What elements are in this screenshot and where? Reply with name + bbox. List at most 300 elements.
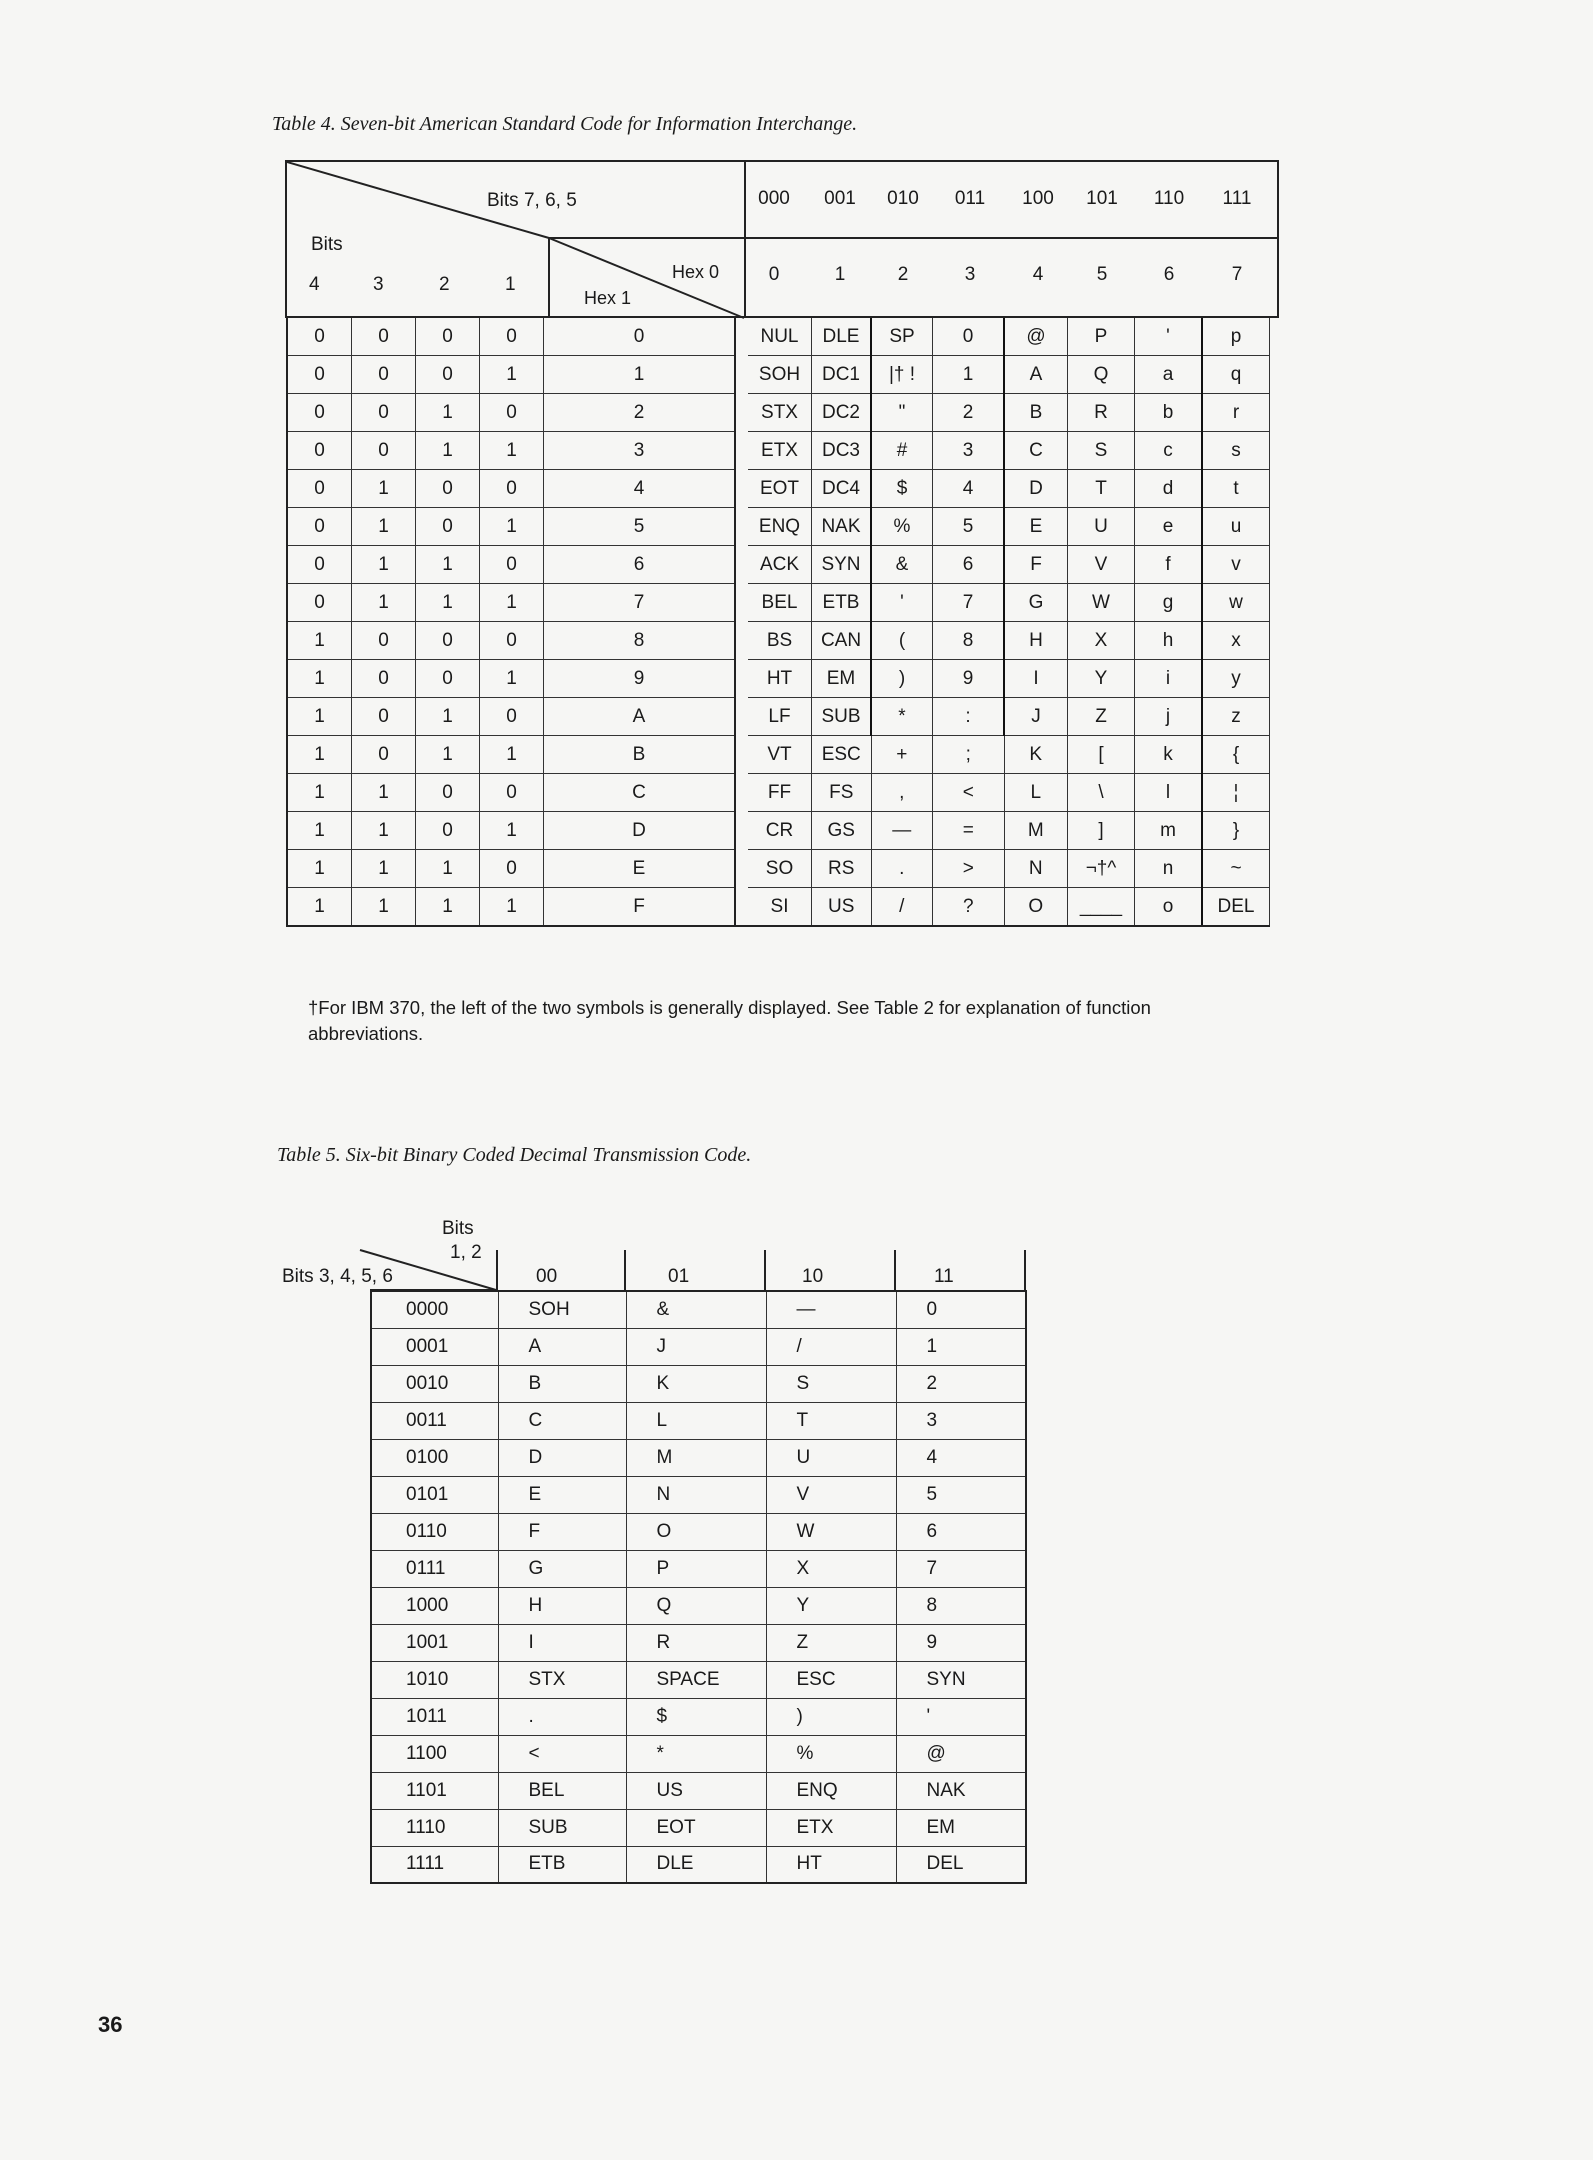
char-cell: ~ xyxy=(1202,850,1270,888)
value-cell: % xyxy=(766,1735,896,1772)
char-cell: y xyxy=(1202,660,1270,698)
char-cell: 3 xyxy=(933,432,1005,470)
col-hex-header: 0 xyxy=(768,264,780,285)
char-cell: N xyxy=(1004,850,1068,888)
table-row xyxy=(287,318,1270,356)
value-cell: EM xyxy=(896,1809,1026,1846)
char-cell: g xyxy=(1135,584,1203,622)
table-row xyxy=(371,1846,1026,1883)
table5-caption: Table 5. Six-bit Binary Coded Decimal Transmission Code. xyxy=(277,1144,752,1166)
char-cell: ] xyxy=(1068,812,1135,850)
bit-cell: 1 xyxy=(352,774,416,812)
bit-number: 3 xyxy=(373,274,384,295)
value-cell: SPACE xyxy=(626,1661,766,1698)
char-cell: RS xyxy=(812,850,872,888)
table-row xyxy=(287,774,1270,812)
row-key-cell: 0000 xyxy=(371,1291,498,1328)
value-cell: US xyxy=(626,1772,766,1809)
value-cell: J xyxy=(626,1328,766,1365)
char-cell: k xyxy=(1135,736,1203,774)
char-cell: 8 xyxy=(933,622,1005,660)
char-cell: 6 xyxy=(933,546,1005,584)
hex-cell: F xyxy=(544,888,736,927)
value-cell: $ xyxy=(626,1698,766,1735)
char-cell: DEL xyxy=(1202,888,1270,927)
value-cell: SOH xyxy=(498,1291,626,1328)
hex-cell: 5 xyxy=(544,508,736,546)
bit-cell: 0 xyxy=(416,356,480,394)
char-cell: SO xyxy=(748,850,812,888)
char-cell: |† ! xyxy=(871,356,933,394)
row-key-cell: 0111 xyxy=(371,1550,498,1587)
hex-cell: 3 xyxy=(544,432,736,470)
value-cell: ETX xyxy=(766,1809,896,1846)
row-key-cell: 1010 xyxy=(371,1661,498,1698)
hex-cell: E xyxy=(544,850,736,888)
bit-cell: 0 xyxy=(480,318,544,356)
row-key-cell: 0100 xyxy=(371,1439,498,1476)
char-cell: NAK xyxy=(812,508,872,546)
value-cell: G xyxy=(498,1550,626,1587)
char-cell: b xyxy=(1135,394,1203,432)
table-row xyxy=(371,1476,1026,1513)
value-cell: 5 xyxy=(896,1476,1026,1513)
value-cell: 4 xyxy=(896,1439,1026,1476)
char-cell: ¦ xyxy=(1202,774,1270,812)
bit-cell: 1 xyxy=(352,546,416,584)
char-cell: \ xyxy=(1068,774,1135,812)
table5-body xyxy=(370,1290,1027,1884)
col-binary-header: 000 xyxy=(758,188,790,209)
value-cell: 7 xyxy=(896,1550,1026,1587)
table-row xyxy=(287,546,1270,584)
char-cell: q xyxy=(1202,356,1270,394)
value-cell: DEL xyxy=(896,1846,1026,1883)
bit-cell: 0 xyxy=(416,774,480,812)
char-cell: 0 xyxy=(933,318,1005,356)
value-cell: / xyxy=(766,1328,896,1365)
value-cell: 8 xyxy=(896,1587,1026,1624)
char-cell: $ xyxy=(871,470,933,508)
char-cell: & xyxy=(871,546,933,584)
bit-cell: 0 xyxy=(287,432,352,470)
value-cell: STX xyxy=(498,1661,626,1698)
char-cell: FF xyxy=(748,774,812,812)
bit-cell: 1 xyxy=(352,888,416,927)
bit-cell: 0 xyxy=(352,432,416,470)
value-cell: @ xyxy=(896,1735,1026,1772)
value-cell: W xyxy=(766,1513,896,1550)
bit-cell: 0 xyxy=(287,508,352,546)
hex-cell: 9 xyxy=(544,660,736,698)
char-cell: 4 xyxy=(933,470,1005,508)
char-cell: r xyxy=(1202,394,1270,432)
char-cell: D xyxy=(1004,470,1068,508)
char-cell: 1 xyxy=(933,356,1005,394)
value-cell: T xyxy=(766,1402,896,1439)
bit-cell: 1 xyxy=(480,888,544,927)
bits-label: Bits xyxy=(311,234,343,255)
table5-col-header: 11 xyxy=(934,1266,954,1287)
char-cell: t xyxy=(1202,470,1270,508)
bit-cell: 1 xyxy=(416,584,480,622)
row-key-cell: 1000 xyxy=(371,1587,498,1624)
char-cell: ACK xyxy=(748,546,812,584)
table5-header xyxy=(278,1210,1018,1290)
table-row xyxy=(371,1624,1026,1661)
char-cell: h xyxy=(1135,622,1203,660)
value-cell: . xyxy=(498,1698,626,1735)
table-row xyxy=(287,584,1270,622)
bit-cell: 0 xyxy=(287,318,352,356)
bit-cell: 1 xyxy=(287,622,352,660)
table-row xyxy=(287,356,1270,394)
char-cell: EM xyxy=(812,660,872,698)
value-cell: S xyxy=(766,1365,896,1402)
value-cell: R xyxy=(626,1624,766,1661)
char-cell: P xyxy=(1068,318,1135,356)
table5-col-header: 00 xyxy=(536,1266,558,1287)
bit-cell: 0 xyxy=(352,394,416,432)
col-hex-header: 4 xyxy=(1032,264,1044,285)
row-key-cell: 0110 xyxy=(371,1513,498,1550)
char-cell: US xyxy=(812,888,872,927)
bit-cell: 0 xyxy=(287,394,352,432)
value-cell: A xyxy=(498,1328,626,1365)
col-hex-header: 3 xyxy=(964,264,976,285)
char-cell: I xyxy=(1004,660,1068,698)
char-cell: % xyxy=(871,508,933,546)
table4-footnote: †For IBM 370, the left of the two symbols is generally displayed. See Table 2 for explanation of function abbreviations. xyxy=(308,997,1151,1044)
bit-cell: 1 xyxy=(480,508,544,546)
char-cell: W xyxy=(1068,584,1135,622)
table-row xyxy=(371,1550,1026,1587)
char-cell: FS xyxy=(812,774,872,812)
table-row xyxy=(371,1439,1026,1476)
char-cell: E xyxy=(1004,508,1068,546)
bit-cell: 1 xyxy=(287,660,352,698)
char-cell: H xyxy=(1004,622,1068,660)
table-row xyxy=(287,508,1270,546)
table-row xyxy=(287,736,1270,774)
char-cell: EOT xyxy=(748,470,812,508)
bit-cell: 0 xyxy=(480,546,544,584)
char-cell: 7 xyxy=(933,584,1005,622)
value-cell: BEL xyxy=(498,1772,626,1809)
value-cell: Y xyxy=(766,1587,896,1624)
char-cell: B xyxy=(1004,394,1068,432)
table-row xyxy=(371,1772,1026,1809)
col-binary-header: 111 xyxy=(1222,188,1252,209)
value-cell: V xyxy=(766,1476,896,1513)
char-cell: DC1 xyxy=(812,356,872,394)
char-cell: R xyxy=(1068,394,1135,432)
char-cell: " xyxy=(871,394,933,432)
char-cell: c xyxy=(1135,432,1203,470)
char-cell: U xyxy=(1068,508,1135,546)
char-cell: j xyxy=(1135,698,1203,736)
char-cell: : xyxy=(933,698,1005,736)
table-row xyxy=(287,888,1270,927)
value-cell: < xyxy=(498,1735,626,1772)
char-cell: } xyxy=(1202,812,1270,850)
value-cell: O xyxy=(626,1513,766,1550)
hex-cell: 7 xyxy=(544,584,736,622)
char-cell: SI xyxy=(748,888,812,927)
bit-cell: 0 xyxy=(352,318,416,356)
value-cell: 9 xyxy=(896,1624,1026,1661)
value-cell: ESC xyxy=(766,1661,896,1698)
char-cell: O xyxy=(1004,888,1068,927)
char-cell: C xyxy=(1004,432,1068,470)
hex1-label: Hex 1 xyxy=(584,288,632,308)
bit-cell: 1 xyxy=(352,850,416,888)
value-cell: 0 xyxy=(896,1291,1026,1328)
value-cell: U xyxy=(766,1439,896,1476)
bit-cell: 0 xyxy=(480,394,544,432)
char-cell: v xyxy=(1202,546,1270,584)
bit-cell: 1 xyxy=(352,584,416,622)
bits3456-label: Bits 3, 4, 5, 6 xyxy=(282,1266,393,1287)
bit-cell: 0 xyxy=(480,470,544,508)
char-cell: T xyxy=(1068,470,1135,508)
char-cell: — xyxy=(871,812,933,850)
value-cell: ENQ xyxy=(766,1772,896,1809)
char-cell: HT xyxy=(748,660,812,698)
char-cell: CR xyxy=(748,812,812,850)
char-cell: . xyxy=(871,850,933,888)
bits-765-label: Bits 7, 6, 5 xyxy=(487,190,577,211)
bit-cell: 1 xyxy=(480,356,544,394)
hex-cell: D xyxy=(544,812,736,850)
table-row xyxy=(371,1365,1026,1402)
col-hex-header: 2 xyxy=(897,264,909,285)
value-cell: 1 xyxy=(896,1328,1026,1365)
table-row xyxy=(371,1809,1026,1846)
value-cell: EOT xyxy=(626,1809,766,1846)
char-cell: o xyxy=(1135,888,1203,927)
char-cell: M xyxy=(1004,812,1068,850)
char-cell: ENQ xyxy=(748,508,812,546)
hex-cell: 8 xyxy=(544,622,736,660)
char-cell: ETX xyxy=(748,432,812,470)
bit-cell: 0 xyxy=(416,812,480,850)
value-cell: DLE xyxy=(626,1846,766,1883)
hex-cell: A xyxy=(544,698,736,736)
value-cell: SUB xyxy=(498,1809,626,1846)
page-number: 36 xyxy=(98,2012,123,2037)
bit-cell: 1 xyxy=(480,660,544,698)
value-cell: * xyxy=(626,1735,766,1772)
bit-cell: 0 xyxy=(416,508,480,546)
char-cell: 9 xyxy=(933,660,1005,698)
bit-cell: 1 xyxy=(416,432,480,470)
row-key-cell: 1110 xyxy=(371,1809,498,1846)
bit-cell: 1 xyxy=(287,888,352,927)
char-cell: { xyxy=(1202,736,1270,774)
char-cell: LF xyxy=(748,698,812,736)
char-cell: > xyxy=(933,850,1005,888)
bit-cell: 1 xyxy=(287,736,352,774)
bit-cell: 1 xyxy=(287,698,352,736)
char-cell: , xyxy=(871,774,933,812)
char-cell: CAN xyxy=(812,622,872,660)
char-cell: ¬†^ xyxy=(1068,850,1135,888)
char-cell: * xyxy=(871,698,933,736)
char-cell: DC2 xyxy=(812,394,872,432)
bit-cell: 0 xyxy=(480,698,544,736)
table-row xyxy=(287,850,1270,888)
char-cell: a xyxy=(1135,356,1203,394)
bit-cell: 0 xyxy=(352,622,416,660)
bit-cell: 1 xyxy=(287,812,352,850)
char-cell: 5 xyxy=(933,508,1005,546)
char-cell: L xyxy=(1004,774,1068,812)
value-cell: E xyxy=(498,1476,626,1513)
char-cell: Z xyxy=(1068,698,1135,736)
hex-cell: 6 xyxy=(544,546,736,584)
char-cell: u xyxy=(1202,508,1270,546)
char-cell: w xyxy=(1202,584,1270,622)
bit-cell: 0 xyxy=(416,318,480,356)
char-cell: < xyxy=(933,774,1005,812)
char-cell: ' xyxy=(1135,318,1203,356)
bit-cell: 0 xyxy=(480,774,544,812)
value-cell: H xyxy=(498,1587,626,1624)
char-cell: Q xyxy=(1068,356,1135,394)
value-cell: Q xyxy=(626,1587,766,1624)
char-cell: G xyxy=(1004,584,1068,622)
bit-cell: 1 xyxy=(416,888,480,927)
char-cell: # xyxy=(871,432,933,470)
bit-cell: 1 xyxy=(480,584,544,622)
col-hex-header: 7 xyxy=(1231,264,1243,285)
char-cell: SOH xyxy=(748,356,812,394)
hex-cell: 4 xyxy=(544,470,736,508)
bit-cell: 1 xyxy=(287,774,352,812)
value-cell: ' xyxy=(896,1698,1026,1735)
bit-cell: 0 xyxy=(287,584,352,622)
char-cell: BEL xyxy=(748,584,812,622)
char-cell: DLE xyxy=(812,318,872,356)
char-cell: NUL xyxy=(748,318,812,356)
char-cell: ESC xyxy=(812,736,872,774)
bit-number: 2 xyxy=(439,274,450,295)
hex-cell: B xyxy=(544,736,736,774)
value-cell: & xyxy=(626,1291,766,1328)
header-diagonal-lines xyxy=(287,162,1281,320)
col-hex-header: 5 xyxy=(1096,264,1108,285)
char-cell: K xyxy=(1004,736,1068,774)
char-cell: 2 xyxy=(933,394,1005,432)
value-cell: F xyxy=(498,1513,626,1550)
table-row xyxy=(287,432,1270,470)
char-cell: X xyxy=(1068,622,1135,660)
char-cell: DC3 xyxy=(812,432,872,470)
char-cell: z xyxy=(1202,698,1270,736)
char-cell: F xyxy=(1004,546,1068,584)
hex-cell: 1 xyxy=(544,356,736,394)
hex-cell: 0 xyxy=(544,318,736,356)
char-cell: = xyxy=(933,812,1005,850)
bit-cell: 1 xyxy=(287,850,352,888)
char-cell: / xyxy=(871,888,933,927)
char-cell: Y xyxy=(1068,660,1135,698)
char-cell: x xyxy=(1202,622,1270,660)
value-cell: 3 xyxy=(896,1402,1026,1439)
char-cell: ) xyxy=(871,660,933,698)
char-cell: n xyxy=(1135,850,1203,888)
row-key-cell: 0011 xyxy=(371,1402,498,1439)
char-cell: SP xyxy=(871,318,933,356)
value-cell: X xyxy=(766,1550,896,1587)
table5-col-header: 10 xyxy=(802,1266,824,1287)
bit-cell: 0 xyxy=(480,622,544,660)
char-cell: GS xyxy=(812,812,872,850)
bit-cell: 0 xyxy=(287,546,352,584)
char-cell: J xyxy=(1004,698,1068,736)
bit-cell: 1 xyxy=(416,698,480,736)
value-cell: P xyxy=(626,1550,766,1587)
table-row xyxy=(287,812,1270,850)
value-cell: K xyxy=(626,1365,766,1402)
char-cell: A xyxy=(1004,356,1068,394)
bit-cell: 0 xyxy=(352,698,416,736)
value-cell: I xyxy=(498,1624,626,1661)
bit-cell: 1 xyxy=(480,432,544,470)
table-row xyxy=(371,1291,1026,1328)
char-cell: e xyxy=(1135,508,1203,546)
bit-number: 1 xyxy=(505,274,516,295)
char-cell: i xyxy=(1135,660,1203,698)
col-binary-header: 101 xyxy=(1086,188,1118,209)
char-cell: m xyxy=(1135,812,1203,850)
table4-body xyxy=(286,318,1270,927)
hex0-label: Hex 0 xyxy=(672,262,720,282)
value-cell: SYN xyxy=(896,1661,1026,1698)
char-cell: ; xyxy=(933,736,1005,774)
value-cell: ) xyxy=(766,1698,896,1735)
bit-cell: 0 xyxy=(416,622,480,660)
bit-cell: 0 xyxy=(352,356,416,394)
char-cell: d xyxy=(1135,470,1203,508)
row-key-cell: 1001 xyxy=(371,1624,498,1661)
value-cell: D xyxy=(498,1439,626,1476)
table-row xyxy=(287,470,1270,508)
bit-cell: 1 xyxy=(416,736,480,774)
char-cell: @ xyxy=(1004,318,1068,356)
bit-cell: 0 xyxy=(416,660,480,698)
char-cell: DC4 xyxy=(812,470,872,508)
char-cell: p xyxy=(1202,318,1270,356)
table4-caption: Table 4. Seven-bit American Standard Code for Information Interchange. xyxy=(272,113,858,135)
bit-cell: 1 xyxy=(416,850,480,888)
table-row xyxy=(371,1661,1026,1698)
row-key-cell: 1011 xyxy=(371,1698,498,1735)
value-cell: 6 xyxy=(896,1513,1026,1550)
bits12-values: 1, 2 xyxy=(450,1242,482,1263)
value-cell: NAK xyxy=(896,1772,1026,1809)
table-row xyxy=(371,1735,1026,1772)
row-key-cell: 0010 xyxy=(371,1365,498,1402)
col-binary-header: 010 xyxy=(887,188,919,209)
table-row xyxy=(371,1402,1026,1439)
row-key-cell: 1100 xyxy=(371,1735,498,1772)
row-key-cell: 1101 xyxy=(371,1772,498,1809)
bit-cell: 1 xyxy=(352,812,416,850)
table4-header xyxy=(285,160,1279,318)
col-binary-header: 001 xyxy=(824,188,856,209)
